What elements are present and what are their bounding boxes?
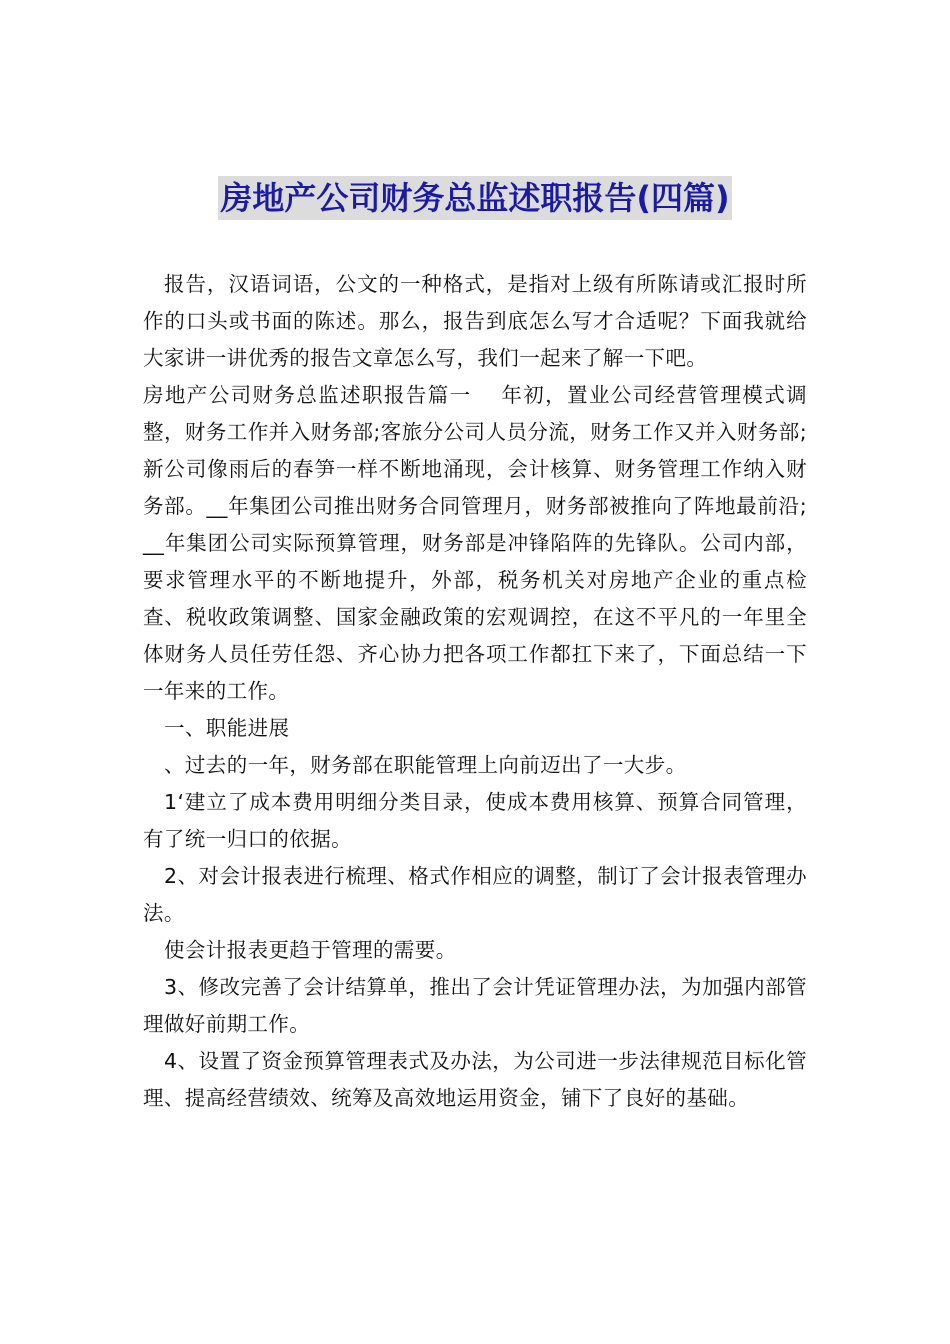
list-item-4: 4、设置了资金预算管理表式及办法，为公司进一步法律规范目标化管理、提高经营绩效、统筹及高效地运用资金，铺下了良好的基础。 xyxy=(143,1049,807,1110)
title-area xyxy=(0,176,950,220)
list-item-2: 2、对会计报表进行梳理、格式作相应的调整，制订了会计报表管理办法。 xyxy=(143,864,807,925)
paragraph-report-one: 房地产公司财务总监述职报告篇一 年初，置业公司经营管理模式调整，财务工作并入财务部;客旅分公司人员分流，财务工作又并入财务部;新公司像雨后的春笋一样不断地涌现，会计核算、财务管理工作纳入财务部。__年集团公司推出财务合同管理月，财务部被推向了阵地最前沿;__年集团公司实际预算管理，财务部是冲锋陷阵的先锋队。公司内部，要求管理水平的不断地提升，外部，税务机关对房地产企业的重点检查、税收政策调整、国家金融政策的宏观调控，在这不平凡的一年里全体财务人员任劳任怨、齐心协力把各项工作都扛下来了，下面总结一下一年来的工作。 xyxy=(143,383,807,703)
list-item-3: 3、修改完善了会计结算单，推出了会计凭证管理办法，为加强内部管理做好前期工作。 xyxy=(143,975,807,1036)
paragraph-summary: 、过去的一年，财务部在职能管理上向前迈出了一大步。 xyxy=(164,753,687,777)
paragraph-note: 使会计报表更趋于管理的需要。 xyxy=(164,938,457,962)
document-body xyxy=(143,266,807,1117)
list-item-1: 1‘建立了成本费用明细分类目录，使成本费用核算、预算合同管理，有了统一归口的依据。 xyxy=(143,790,807,851)
section-heading: 一、职能进展 xyxy=(164,716,290,740)
document-title: 房地产公司财务总监述职报告(四篇) xyxy=(218,176,731,220)
paragraph-intro: 报告，汉语词语，公文的一种格式，是指对上级有所陈请或汇报时所作的口头或书面的陈述。那么，报告到底怎么写才合适呢？下面我就给大家讲一讲优秀的报告文章怎么写，我们一起来了解一下吧。 xyxy=(143,272,807,370)
